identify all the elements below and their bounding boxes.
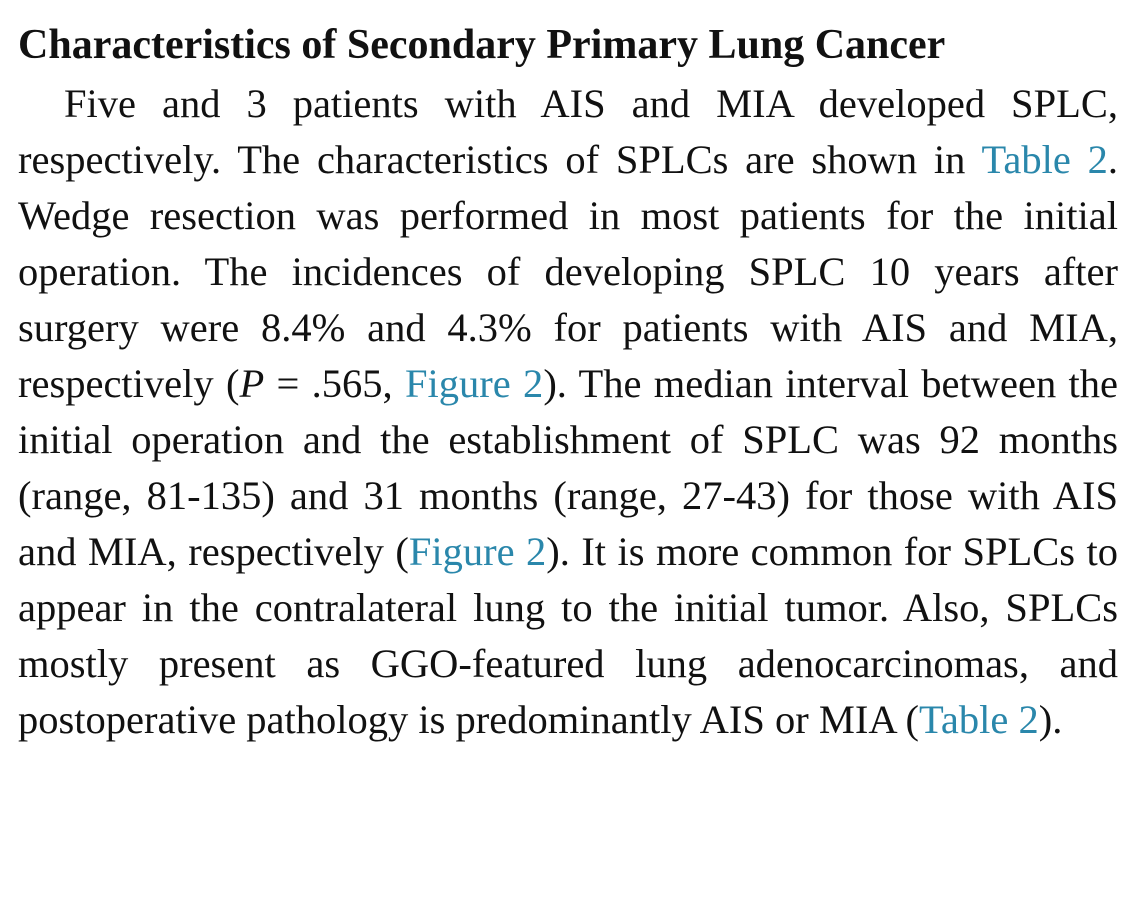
- p-value-symbol: P: [239, 361, 265, 406]
- paragraph-text: . Wedge resection was performed in most patients for the initial operation. The incidences of developing SPLC 10 years after surgery were 8.4% and 4.3% for patients with AIS and MIA, respectively (: [18, 137, 1119, 406]
- paragraph-text: = .565,: [264, 361, 405, 406]
- paragraph-text: ). The median interval between the initial operation and the establishment of SPLC was 92 months (range, 81-135) and 31 months (range, 27-43) for those with AIS and MIA, respectively (: [18, 361, 1119, 574]
- paragraph-text: ).: [1038, 697, 1063, 742]
- paragraph-text: ). It is more common for SPLCs to appear in the contralateral lung to the initial tumor. Also, SPLCs mostly present as GGO-featured lung adenocarcinomas, and postoperative pathology is predominantly AIS or MIA (: [18, 529, 1118, 742]
- section-heading: Characteristics of Secondary Primary Lung Cancer: [18, 22, 946, 68]
- table-2-link[interactable]: Table 2: [981, 137, 1108, 182]
- figure-2-link[interactable]: Figure 2: [408, 529, 547, 574]
- body-paragraph: [18, 76, 1118, 748]
- article-page: [18, 14, 1118, 748]
- figure-2-link[interactable]: Figure 2: [405, 361, 544, 406]
- table-2-link[interactable]: Table 2: [919, 697, 1039, 742]
- paragraph-text: Five and 3 patients with AIS and MIA developed SPLC, respectively. The characteristics of SPLCs are shown in: [18, 81, 1118, 182]
